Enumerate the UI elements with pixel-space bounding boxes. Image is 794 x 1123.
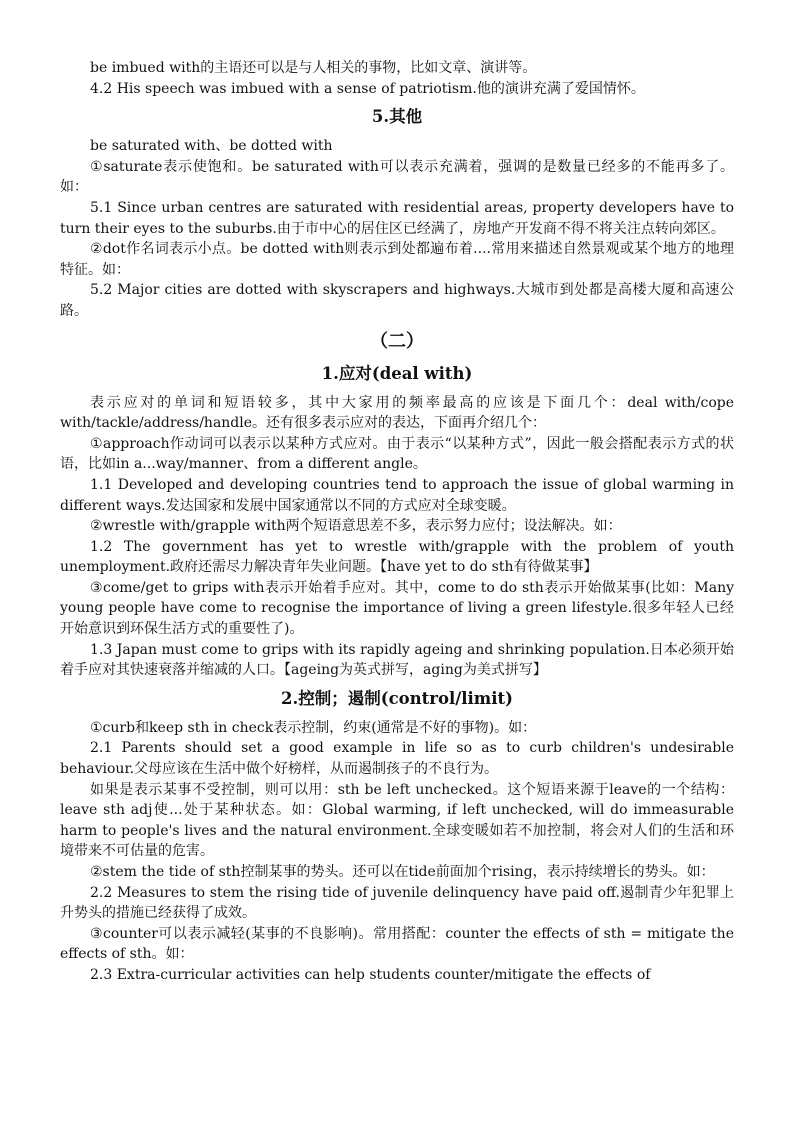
paragraph-come-to-grips: ③come/get to grips with表示开始着手应对。其中，come to do sth表示开始做某事(比如：Many young people have come to recognise the importance of living a green lifestyle.很多年轻人已经开始意识到环保生活方式的重要性了)。 <box>60 579 734 638</box>
paragraph-approach: ①approach作动词可以表示以某种方式应对。由于表示“以某种方式”，因此一般会搭配表示方式的状语，比如in a...way/manner、from a different angle。 <box>60 435 734 473</box>
heading-5-others: 5.其他 <box>371 107 423 127</box>
phrase-list: be saturated with、be dotted with <box>90 138 333 155</box>
paragraph-wrestle: ②wrestle with/grapple with两个短语意思差不多，表示努力应付；设法解决。如： <box>90 518 622 535</box>
paragraph-unchecked: 如果是表示某事不受控制，则可以用：sth be left unchecked。这个短语来源于leave的一个结构：leave sth adj使...处于某种状态。如：Global warming, if left unchecked, will do immeasurable harm to people's lives and the natural environment.全球变暖如若不加控制，将会对人们的生活和环境带来不可估量的危害。 <box>60 781 734 860</box>
example-1-3: 1.3 Japan must come to grips with its rapidly ageing and shrinking population.日本必须开始着手应对其快速衰落并缩减的人口。【ageing为英式拼写，aging为美式拼写】 <box>60 641 734 679</box>
example-4-2: 4.2 His speech was imbued with a sense of patriotism.他的演讲充满了爱国情怀。 <box>90 80 645 97</box>
paragraph-curb: ①curb和keep sth in check表示控制，约束(通常是不好的事物)。如： <box>90 719 537 736</box>
paragraph-deal-with-intro: 表示应对的单词和短语较多，其中大家用的频率最高的应该是下面几个：deal with/cope with/tackle/address/handle。还有很多表示应对的表达，下面再介绍几个： <box>60 394 734 432</box>
paragraph-saturate: ①saturate表示使饱和。be saturated with可以表示充满着，强调的是数量已经多的不能再多了。如： <box>60 158 734 196</box>
example-1-1: 1.1 Developed and developing countries tend to approach the issue of global warming in different ways.发达国家和发展中国家通常以不同的方式应对全球变暖。 <box>60 476 734 514</box>
heading-1-deal-with: 1.应对(deal with) <box>321 363 473 383</box>
paragraph-counter: ③counter可以表示减轻(某事的不良影响)。常用搭配：counter the effects of sth = mitigate the effects of sth。如： <box>60 925 734 963</box>
paragraph-dot: ②dot作名词表示小点。be dotted with则表示到处都遍布着....常用来描述自然景观或某个地方的地理特征。如： <box>60 241 734 278</box>
example-1-2: 1.2 The government has yet to wrestle with/grapple with the problem of youth unemployment.政府还需尽力解决青年失业问题。【have yet to do sth有待做某事】 <box>60 538 734 576</box>
paragraph-imbued-subject: be imbued with的主语还可以是与人相关的事物，比如文章、演讲等。 <box>90 60 537 76</box>
example-2-3: 2.3 Extra-curricular activities can help students counter/mitigate the effects of <box>90 966 651 983</box>
example-5-2: 5.2 Major cities are dotted with skyscrapers and highways.大城市到处都是高楼大厦和高速公路。 <box>60 282 734 319</box>
example-5-1: 5.1 Since urban centres are saturated with residential areas, property developers have to turn their eyes to the suburbs.由于市中心的居住区已经满了，房地产开发商不得不将关注点转向郊区。 <box>60 199 734 237</box>
example-2-1: 2.1 Parents should set a good example in life so as to curb children's undesirable behaviour.父母应该在生活中做个好榜样，从而遏制孩子的不良行为。 <box>60 740 734 778</box>
document-page <box>60 58 734 986</box>
heading-part-two: （二） <box>370 330 424 352</box>
paragraph-stem-the-tide: ②stem the tide of sth控制某事的势头。还可以在tide前面加个rising，表示持续增长的势头。如： <box>90 864 715 880</box>
heading-2-control: 2.控制；遏制(control/limit) <box>281 688 513 708</box>
example-2-2: 2.2 Measures to stem the rising tide of juvenile delinquency have paid off.遏制青少年犯罪上升势头的措施已经获得了成效。 <box>60 884 734 922</box>
